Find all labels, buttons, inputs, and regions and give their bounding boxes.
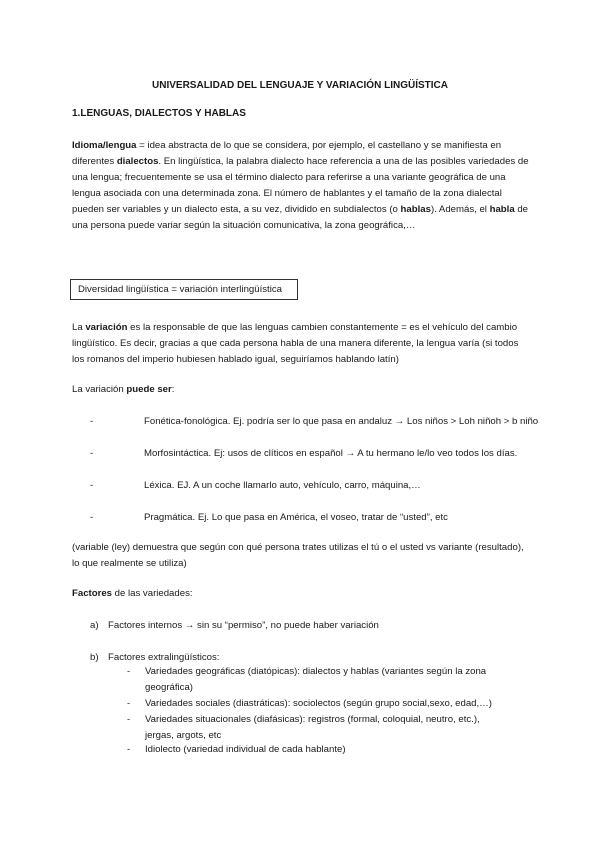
highlight-box: Diversidad lingüística = variación interlingüística bbox=[70, 279, 298, 300]
list-item-text: Variedades geográficas (diatópicas): dialectos y hablas (variantes según la zona geográfica) bbox=[145, 666, 487, 693]
bullet-dash: - bbox=[127, 714, 131, 725]
document-title: UNIVERSALIDAD DEL LENGUAJE Y VARIACIÓN LINGÜÍSTICA bbox=[152, 80, 448, 91]
list-item-text: Variedades situacionales (diafásicas): registros (formal, coloquial, neutro, etc.), jergas, argots, etc bbox=[145, 714, 480, 741]
bullet-dash: - bbox=[90, 416, 94, 427]
list-item-text: Pragmática. Ej. Lo que pasa en América, el voseo, tratar de “usted”, etc bbox=[144, 512, 448, 523]
list-item-text: Variedades sociales (diastráticas): sociolectos (según grupo social,sexo, edad,…) bbox=[145, 698, 492, 709]
bullet-dash: - bbox=[90, 480, 94, 491]
paragraph-factores: Factores de las variedades: bbox=[72, 588, 193, 599]
bullet-dash: - bbox=[90, 448, 94, 459]
term-puede-ser: puede ser bbox=[126, 384, 172, 395]
paragraph-puede-ser: La variación puede ser: bbox=[72, 384, 175, 395]
term-variacion: variación bbox=[85, 322, 128, 333]
bullet-dash: - bbox=[127, 744, 131, 755]
bullet-dash: - bbox=[90, 512, 94, 523]
section-heading: 1.LENGUAS, DIALECTOS Y HABLAS bbox=[72, 108, 246, 119]
list-item-text: Factores internos → sin su “permiso”, no puede haber variación bbox=[108, 620, 379, 631]
paragraph-definitions: Idioma/lengua = idea abstracta de lo que se considera, por ejemplo, el castellano y se manifiesta en diferentes dialectos. En lingüística, la palabra dialecto hace referencia a una de las posibles variedades de una lengua; frecuentemente se usa el término dialecto para referirse a una variante geográfica de una lengua asociada con una determinada zona. El número de hablantes y el tamaño de la zona dialectal pueden ser variables y un dialecto esta, a su vez, dividido en subdialectos (o hablas). Además, el habla de una persona puede variar según la situación comunicativa, la zona geográfica,… bbox=[72, 140, 529, 231]
bullet-dash: - bbox=[127, 666, 131, 677]
enum-marker: b) bbox=[90, 652, 99, 663]
term-dialectos: dialectos bbox=[116, 156, 159, 167]
paragraph-variacion: La variación es la responsable de que las lenguas cambien constantemente = es el vehículo del cambio lingüístico. Es decir, gracias a que cada persona habla de una manera diferente, la lengua varía (si todos los romanos del imperio hubiesen hablado igual, seguiríamos hablando latín) bbox=[72, 322, 519, 365]
list-item-text: Fonética-fonológica. Ej. podría ser lo que pasa en andaluz → Los niños > Loh niñoh > b niño bbox=[144, 416, 539, 427]
enum-marker: a) bbox=[90, 620, 99, 631]
bullet-dash: - bbox=[127, 698, 131, 709]
list-item-text: Morfosintáctica. Ej: usos de clíticos en español → A tu hermano le/lo veo todos los días. bbox=[144, 448, 518, 459]
term-hablas: hablas bbox=[400, 204, 431, 215]
term-idioma-lengua: Idioma/lengua bbox=[72, 140, 137, 151]
term-habla: habla bbox=[489, 204, 515, 215]
term-factores: Factores bbox=[72, 588, 112, 599]
list-item-text: Léxica. EJ. A un coche llamarlo auto, vehículo, carro, máquina,… bbox=[144, 480, 421, 491]
paragraph-variable: (variable (ley) demuestra que según con qué persona trates utilizas el tú o el usted vs variante (resultado), lo que realmente se utiliza) bbox=[72, 542, 524, 569]
list-item-text: Idiolecto (variedad individual de cada hablante) bbox=[145, 744, 346, 755]
list-item-text: Factores extralingüísticos: bbox=[108, 652, 220, 663]
